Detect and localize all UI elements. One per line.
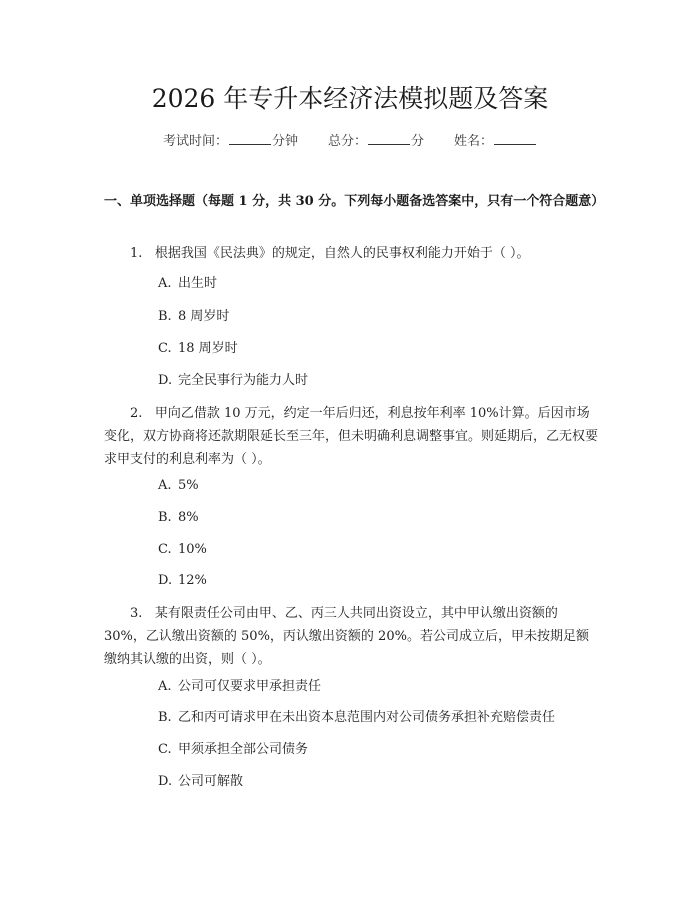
question-number: 3. xyxy=(130,606,143,621)
question-1 xyxy=(104,242,598,265)
total-score-label: 总分： xyxy=(327,134,367,149)
option-letter: A. xyxy=(158,679,172,694)
exam-info-line xyxy=(0,131,700,152)
name-label: 姓名： xyxy=(454,134,494,149)
option-letter: C. xyxy=(158,341,172,356)
option-text: 公司可仅要求甲承担责任 xyxy=(178,679,322,694)
option-text: 10% xyxy=(178,542,207,557)
exam-time-unit: 分钟 xyxy=(271,134,298,149)
option-text: 甲须承担全部公司债务 xyxy=(178,742,309,757)
question-3-option-a xyxy=(158,677,321,697)
option-letter: D. xyxy=(158,774,173,789)
option-letter: B. xyxy=(158,309,172,324)
question-2-option-b xyxy=(158,508,199,528)
option-text: 出生时 xyxy=(178,276,218,291)
option-letter: B. xyxy=(158,710,172,725)
total-score-field xyxy=(328,131,424,152)
exam-time-blank xyxy=(229,131,271,145)
question-number: 2. xyxy=(130,406,143,421)
section-heading: 一、单项选择题（每题 1 分，共 30 分。下列每小题备选答案中，只有一个符合题意） xyxy=(104,194,605,209)
question-1-option-b xyxy=(158,307,229,327)
question-3-option-d xyxy=(158,772,243,792)
option-text: 公司可解散 xyxy=(178,774,244,789)
option-text: 5% xyxy=(178,478,199,493)
option-text: 18 周岁时 xyxy=(178,341,238,356)
exam-time-field xyxy=(163,131,298,152)
question-text: 根据我国《民法典》的规定，自然人的民事权利能力开始于（ ）。 xyxy=(154,246,530,261)
question-2-option-a xyxy=(158,476,199,496)
question-3-option-b xyxy=(158,708,555,728)
option-letter: D. xyxy=(158,373,173,388)
option-text: 完全民事行为能力人时 xyxy=(178,373,309,388)
name-blank xyxy=(494,131,536,145)
option-letter: D. xyxy=(158,573,173,588)
total-score-unit: 分 xyxy=(411,134,425,149)
question-text: 甲向乙借款 10 万元，约定一年后归还，利息按年利率 10%计算。后因市场变化，双方协商将还款期限延长至三年，但未明确利息调整事宜。则延期后，乙无权要求甲支付的利息利率为（ ）。 xyxy=(104,406,599,467)
option-text: 8 周岁时 xyxy=(178,309,230,324)
option-text: 12% xyxy=(178,573,207,588)
question-2-option-d xyxy=(158,571,207,591)
question-3-option-c xyxy=(158,740,308,760)
option-text: 乙和丙可请求甲在未出资本息范围内对公司债务承担补充赔偿责任 xyxy=(178,710,556,725)
question-2-option-c xyxy=(158,540,207,560)
option-text: 8% xyxy=(178,510,199,525)
option-letter: C. xyxy=(158,542,172,557)
option-letter: A. xyxy=(158,478,172,493)
question-number: 1. xyxy=(130,246,143,261)
name-field xyxy=(454,131,537,152)
option-letter: A. xyxy=(158,276,172,291)
option-letter: B. xyxy=(158,510,172,525)
exam-time-label: 考试时间： xyxy=(162,134,228,149)
question-1-option-a xyxy=(158,274,217,294)
question-2 xyxy=(104,402,598,471)
question-text: 某有限责任公司由甲、乙、丙三人共同出资设立，其中甲认缴出资额的 30%，乙认缴出资额的 50%，丙认缴出资额的 20%。若公司成立后，甲未按期足额缴纳其认缴的出资，则（ ）。 xyxy=(104,606,589,667)
total-score-blank xyxy=(368,131,410,145)
question-1-option-c xyxy=(158,339,238,359)
question-3 xyxy=(104,602,598,671)
option-letter: C. xyxy=(158,742,172,757)
question-1-option-d xyxy=(158,371,308,391)
page-title: 2026 年专升本经济法模拟题及答案 xyxy=(151,84,549,113)
